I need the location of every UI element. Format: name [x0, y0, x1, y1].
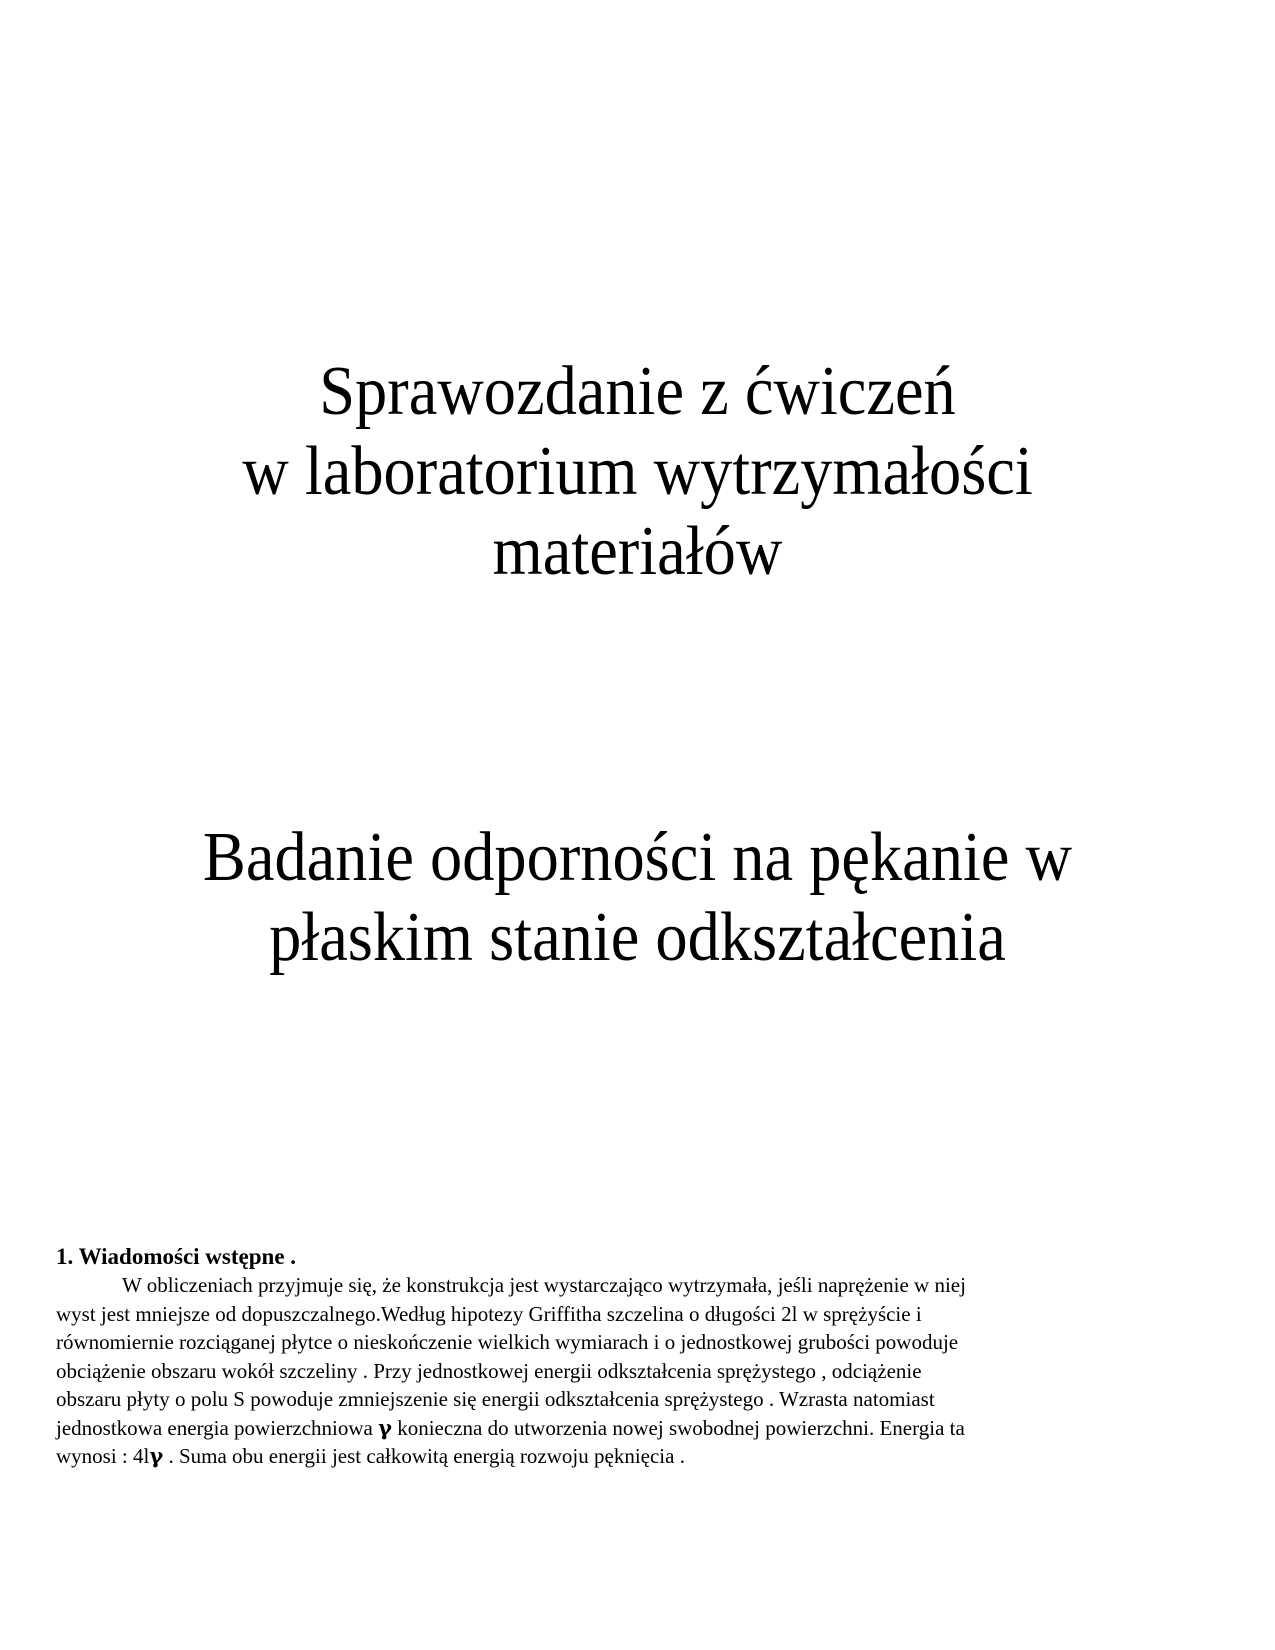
gamma-symbol: γ [149, 1443, 164, 1468]
report-title [51, 352, 1224, 592]
paragraph-line-7 [56, 1442, 1206, 1471]
paragraph-line-7-text-a: wynosi : 4l [56, 1444, 150, 1468]
paragraph-line-4: obciążenie obszaru wokół szczeliny . Przy jednostkowej energii odkształcenia sprężystego , odciążenie [56, 1358, 922, 1383]
section-paragraph [56, 1271, 1206, 1471]
report-title-line-3: materiałów [492, 513, 783, 590]
report-title-line-1: Sprawozdanie z ćwiczeń [319, 353, 956, 430]
experiment-title-line-2: płaskim stanie odkształcenia [269, 899, 1006, 976]
section-heading: 1. Wiadomości wstępne . [56, 1244, 297, 1269]
paragraph-line-6-text-a: jednostkowa energia powierzchniowa [56, 1415, 379, 1440]
experiment-title-line-1: Badanie odporności na pękanie w [202, 819, 1073, 896]
paragraph-line-6-text-b: konieczna do utworzenia nowej swobodnej powierzchni. Energia ta [391, 1415, 965, 1440]
paragraph-line-2: wyst jest mniejsze od dopuszczalnego.Według hipotezy Griffitha szczelina o długości 2l w sprężyście i [56, 1301, 922, 1326]
paragraph-line-5: obszaru płyty o polu S powoduje zmniejszenie się energii odkształcenia sprężystego . Wzrasta natomiast [56, 1387, 935, 1411]
section-introduction [56, 1243, 1206, 1471]
paragraph-line-6 [56, 1414, 1206, 1443]
paragraph-line-3: równomiernie rozciąganej płytce o nieskończenie wielkich wymiarach i o jednostkowej grubości powoduje [56, 1330, 959, 1354]
paragraph-line-7-text-b: . Suma obu energii jest całkowitą energią rozwoju pęknięcia . [163, 1444, 685, 1468]
report-title-line-2: w laboratorium wytrzymałości [242, 433, 1033, 510]
paragraph-line-1: W obliczeniach przyjmuje się, że konstrukcja jest wystarczająco wytrzymała, jeśli naprężenie w niej [122, 1273, 966, 1297]
gamma-symbol: γ [378, 1414, 392, 1440]
experiment-title [51, 818, 1224, 978]
